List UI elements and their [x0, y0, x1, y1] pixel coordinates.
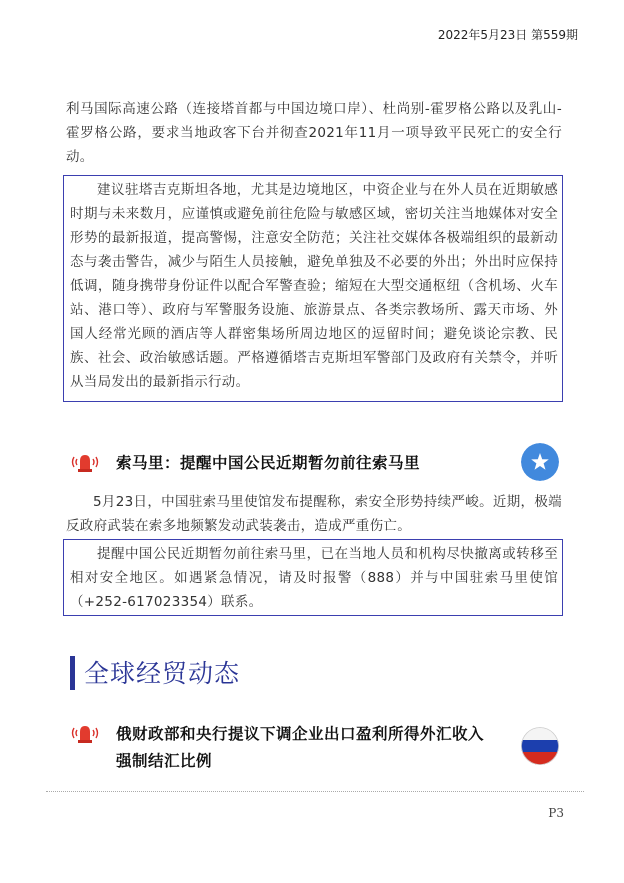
- issue-date: 2022年5月23日 第559期: [437, 28, 578, 42]
- russia-news-title-line1[interactable]: 俄财政部和央行提议下调企业出口盈利所得外汇收入: [116, 725, 485, 743]
- section-title: 全球经贸动态: [84, 659, 241, 688]
- alarm-bell-icon: [70, 451, 100, 473]
- tajik-advice-box: 建议驻塔吉克斯坦各地，尤其是边境地区，中资企业与在外人员在近期敏感时期与未来数月，应谨慎或避免前往危险与敏感区域，密切关注当地媒体对安全形势的最新报道，提高警惕，注意安全防范；关注社交媒体各极端组织的最新动态与袭击警告，减少与陌生人员接触，避免单独及不必要的外出；外出时应保持低调，随身携带身份证件以配合军警查验；缩短在大型交通枢纽（含机场、火车站、港口等）、政府与军警服务设施、旅游景点、各类宗教场所、露天市场、外国人经常光顾的酒店等人群密集场所周边地区的逗留时间；避免谈论宗教、民族、社会、政治敏感话题。严格遵循塔吉克斯坦军警部门及政府有关禁令，并听从当局发出的最新指示行动。: [63, 175, 563, 402]
- somalia-flag-icon: [521, 443, 559, 481]
- russia-flag-icon: [521, 727, 559, 765]
- tajik-continued-paragraph: 利马国际高速公路（连接塔首都与中国边境口岸）、杜尚别-霍罗格公路以及乳山-霍罗格公路，要求当地政客下台并彻查2021年11月一项导致平民死亡的安全行动。: [66, 101, 562, 165]
- alarm-bell-icon: [70, 722, 100, 744]
- somalia-advice-box: 提醒中国公民近期暂勿前往索马里，已在当地人员和机构尽快撤离或转移至相对安全地区。如遇紧急情况，请及时报警（888）并与中国驻索马里使馆（+252-617023354）联系。: [63, 539, 563, 616]
- russia-news-title-line2[interactable]: 强制结汇比例: [116, 752, 213, 770]
- somalia-news-body: 5月23日，中国驻索马里使馆发布提醒称，索安全形势持续严峻。近期，极端反政府武装在索多地频繁发动武装袭击，造成严重伤亡。: [66, 494, 562, 534]
- footer-divider: [46, 791, 584, 792]
- section-accent-bar: [70, 656, 75, 690]
- somalia-news-title[interactable]: 索马里：提醒中国公民近期暂勿前往索马里: [116, 454, 421, 472]
- page-number: P3: [548, 806, 564, 820]
